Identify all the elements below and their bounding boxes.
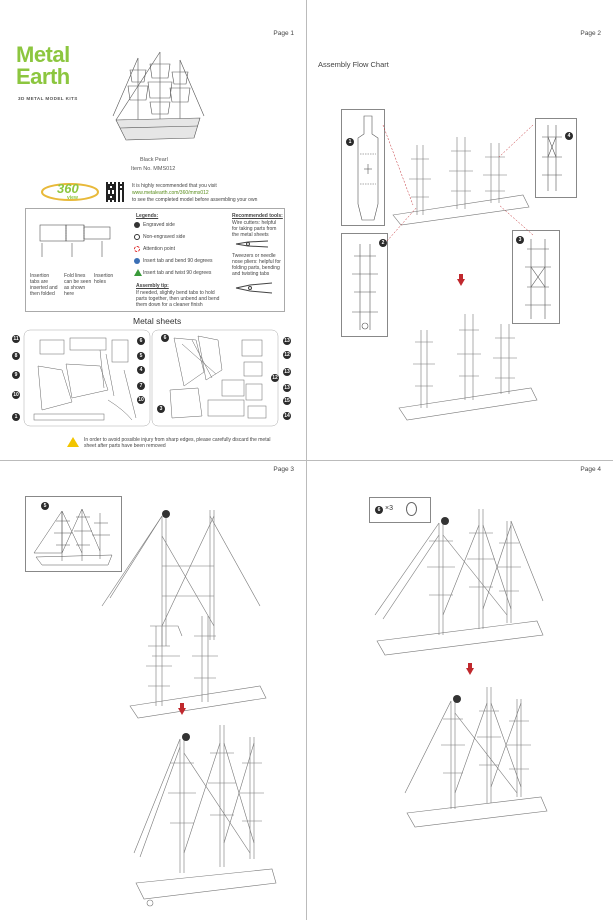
product-item-no: Item No. MMS012 — [131, 166, 176, 172]
step-3-mast — [523, 237, 553, 321]
instructions-box — [25, 208, 285, 312]
ship-illustration — [108, 50, 208, 150]
legend-item-label: Non-engraved side — [143, 234, 186, 240]
step-number-badge: 4 — [565, 132, 573, 140]
part-number-badge: 11 — [13, 336, 19, 342]
recommend-url[interactable]: www.metalearth.com/360/mms012 — [132, 190, 209, 196]
view360-badge[interactable] — [40, 180, 102, 204]
tools-pliers-text: Tweezers or needle nose pliers: helpful for folding parts, bending and twisting tabs — [232, 253, 281, 277]
step-number-badge: 3 — [516, 236, 524, 244]
brand-logo-line1: Metal — [16, 42, 70, 67]
part-number-badge: 13 — [284, 369, 290, 375]
flow-arrow-down-icon — [178, 708, 186, 715]
legend-item — [134, 269, 224, 279]
attention-point-icon — [134, 246, 140, 252]
part-number-badge: 12 — [272, 375, 278, 381]
part-number-badge: 5 — [137, 352, 145, 360]
step-2-mast — [350, 242, 380, 332]
page-4 — [307, 461, 613, 920]
warning-icon — [67, 437, 79, 447]
label-insertion-holes: Insertion holes — [94, 273, 114, 285]
flow-arrow-shaft — [180, 703, 184, 709]
step-number-badge: 1 — [346, 138, 354, 146]
assembly-bottom-model — [399, 312, 539, 424]
part-number-badge: 1 — [12, 413, 20, 421]
brand-logo-line2: Earth — [16, 64, 70, 89]
page-number: Page 1 — [273, 30, 294, 37]
recommend-line1: It is highly recommended that you visit — [132, 183, 217, 189]
part-number-badge: 13 — [284, 338, 290, 344]
legend-item — [134, 245, 224, 255]
step-6-quantity: ×3 — [385, 505, 393, 512]
metal-sheet-right — [152, 330, 278, 426]
assembly-tip-text: If needed, slightly bend tabs to hold parts together, then unbend and bend them down for a cleaner finish — [136, 290, 220, 308]
part-folding-diagram — [32, 217, 122, 262]
recommend-line3: to see the completed model before assembling your own — [132, 197, 258, 203]
label-insertion-tabs: Insertion tabs are inserted and then folded — [30, 273, 58, 297]
warning-text: In order to avoid possible injury from sharp edges, please carefully discard the metal sheet after parts have been removed — [84, 437, 271, 449]
assembly-tip-title: Assembly tip: — [136, 283, 169, 289]
step-2-box — [341, 233, 388, 337]
assembly-top-model — [393, 135, 533, 225]
step-3-box — [512, 230, 560, 324]
part-number-badge: 15 — [284, 398, 290, 404]
pirate-flag-icon — [441, 517, 449, 525]
step-4-mast — [540, 123, 564, 193]
assembly-title: Assembly Flow Chart — [318, 60, 389, 69]
part-number-badge: 4 — [137, 366, 145, 374]
step-number-badge: 2 — [379, 239, 387, 247]
part-number-badge: 6 — [137, 337, 145, 345]
flow-arrow-down-icon — [457, 279, 465, 286]
part-number-badge: 12 — [284, 352, 290, 358]
insert-twist-icon — [134, 269, 142, 276]
flow-arrow-shaft — [468, 663, 472, 669]
legends-title: Legends: — [136, 213, 159, 219]
step-6-result-model — [401, 683, 551, 833]
legend-item — [134, 233, 224, 243]
part-number-badge: 10 — [138, 397, 144, 403]
qr-code[interactable] — [106, 182, 126, 202]
tools-cutters-text: Wire cutters: helpful for taking parts from the metal sheets — [232, 220, 277, 238]
legend-item — [134, 257, 224, 267]
step-5-assembly-model — [90, 506, 270, 726]
label-fold-lines: Fold lines can be seen as shown here — [64, 273, 92, 297]
page-2 — [307, 0, 613, 460]
part-number-badge: 6 — [161, 334, 169, 342]
pliers-icon — [234, 281, 274, 295]
legend-item — [134, 221, 224, 231]
legend-item-label: Insert tab and bend 90 degrees — [143, 258, 213, 264]
step-1-part — [356, 114, 380, 222]
page-number: Page 2 — [580, 30, 601, 37]
page-1 — [0, 0, 306, 460]
step-5-result-model — [130, 723, 280, 913]
flow-arrow-down-icon — [466, 668, 474, 675]
legend-item-label: Attention point — [143, 246, 175, 252]
page-number: Page 3 — [273, 466, 294, 473]
step-6-assembly-model — [367, 505, 557, 655]
step-1-box — [341, 109, 385, 226]
step-number-badge: 5 — [41, 502, 49, 510]
tools-title: Recommended tools: — [232, 213, 283, 219]
part-number-badge: 7 — [137, 382, 145, 390]
pirate-flag-icon — [453, 695, 461, 703]
step-4-box — [535, 118, 577, 198]
view360-sub: view — [67, 195, 78, 201]
flow-arrow-shaft — [459, 274, 463, 280]
product-name: Black Pearl — [140, 157, 168, 163]
part-number-badge: 13 — [284, 385, 290, 391]
non-engraved-side-icon — [134, 234, 140, 240]
step-number-badge: 6 — [375, 506, 383, 514]
wire-cutters-icon — [234, 239, 270, 249]
page-3 — [0, 461, 306, 920]
pirate-flag-icon — [162, 510, 170, 518]
part-number-badge: 10 — [13, 392, 19, 398]
view360-label: 360 — [57, 181, 79, 196]
pirate-flag-icon — [182, 733, 190, 741]
part-number-badge: 14 — [284, 413, 290, 419]
insert-bend-icon — [134, 258, 140, 264]
legend-item-label: Insert tab and twist 90 degrees — [143, 270, 212, 276]
metal-sheet-left — [24, 330, 150, 426]
part-number-badge: 9 — [12, 371, 20, 379]
engraved-side-icon — [134, 222, 140, 228]
part-number-badge: 8 — [12, 352, 20, 360]
legend-item-label: Engraved side — [143, 222, 175, 228]
page-number: Page 4 — [580, 466, 601, 473]
metal-sheets-title: Metal sheets — [133, 316, 182, 326]
part-number-badge: 3 — [157, 405, 165, 413]
brand-tagline: 3D METAL MODEL KITS — [18, 96, 78, 101]
